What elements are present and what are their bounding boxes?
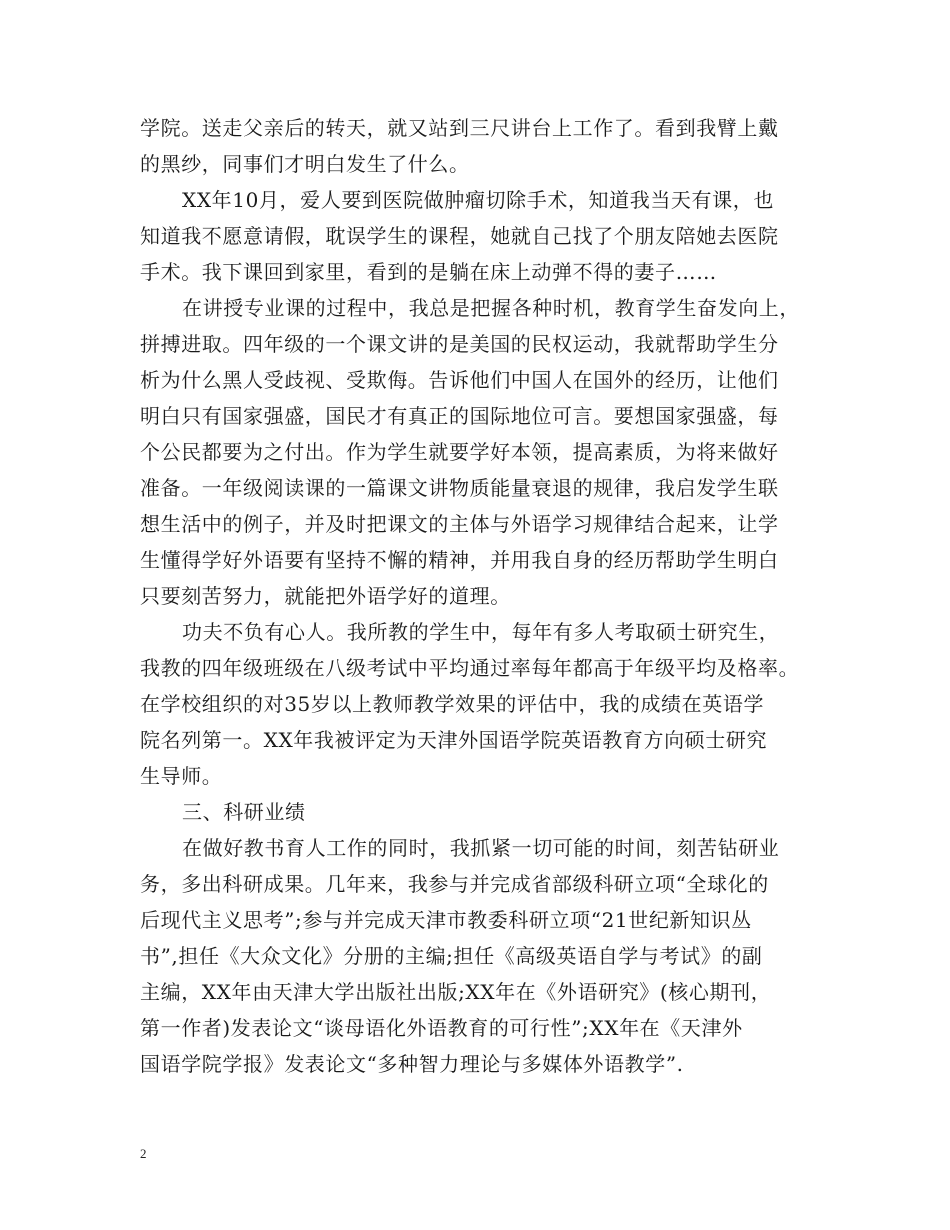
paragraph-start-line: 在做好教书育人工作的同时，我抓紧一切可能的时间，刻苦钻研业 — [182, 836, 780, 860]
text-line: 准备。一年级阅读课的一篇课文讲物质能量衰退的规律，我启发学生联 — [140, 476, 779, 500]
text-line: 手术。我下课回到家里，看到的是躺在床上动弹不得的妻子…… — [140, 260, 717, 284]
text-line: 书”,担任《大众文化》分册的主编;担任《高级英语自学与考试》的副 — [140, 944, 763, 968]
text-line: 生导师。 — [140, 764, 223, 788]
text-line: 第一作者)发表论文“谈母语化外语教育的可行性”;XX年在《天津外 — [140, 1016, 743, 1040]
paragraph-start-line: 三、科研业绩 — [182, 800, 306, 824]
text-line: 只要刻苦努力，就能把外语学好的道理。 — [140, 584, 511, 608]
paragraph-start-line: 在讲授专业课的过程中，我总是把握各种时机，教育学生奋发向上， — [182, 296, 800, 320]
text-line: 明白只有国家强盛，国民才有真正的国际地位可言。要想国家强盛，每 — [140, 404, 779, 428]
text-line: 我教的四年级班级在八级考试中平均通过率每年都高于年级平均及格率。 — [140, 656, 800, 680]
text-line: 学院。送走父亲后的转天，就又站到三尺讲台上工作了。看到我臂上戴 — [140, 116, 779, 140]
text-line: 在学校组织的对35岁以上教师教学效果的评估中，我的成绩在英语学 — [140, 692, 765, 716]
text-line: 主编，XX年由天津大学出版社出版;XX年在《外语研究》(核心期刊， — [140, 980, 772, 1004]
paragraph-start-line: 功夫不负有心人。我所教的学生中，每年有多人考取硕士研究生， — [182, 620, 780, 644]
text-line: 院名列第一。XX年我被评定为天津外国语学院英语教育方向硕士研究 — [140, 728, 768, 752]
page-number: 2 — [140, 1146, 147, 1161]
text-line: 个公民都要为之付出。作为学生就要学好本领，提高素质，为将来做好 — [140, 440, 779, 464]
text-line: 的黑纱，同事们才明白发生了什么。 — [140, 152, 470, 176]
text-line: 务，多出科研成果。几年来，我参与并完成省部级科研立项“全球化的 — [140, 872, 769, 896]
document-body — [140, 110, 820, 1082]
text-line: 国语学院学报》发表论文“多种智力理论与多媒体外语教学”. — [140, 1052, 684, 1076]
text-line: 生懂得学好外语要有坚持不懈的精神，并用我自身的经历帮助学生明白 — [140, 548, 779, 572]
text-line: 拼搏进取。四年级的一个课文讲的是美国的民权运动，我就帮助学生分 — [140, 332, 779, 356]
text-line: 知道我不愿意请假，耽误学生的课程，她就自己找了个朋友陪她去医院 — [140, 224, 779, 248]
text-line: 想生活中的例子，并及时把课文的主体与外语学习规律结合起来，让学 — [140, 512, 779, 536]
paragraph-start-line: XX年10月，爱人要到医院做肿瘤切除手术，知道我当天有课，也 — [182, 188, 774, 212]
text-line: 后现代主义思考”;参与并完成天津市教委科研立项“21世纪新知识丛 — [140, 908, 752, 932]
text-line: 析为什么黑人受歧视、受欺侮。告诉他们中国人在国外的经历，让他们 — [140, 368, 779, 392]
